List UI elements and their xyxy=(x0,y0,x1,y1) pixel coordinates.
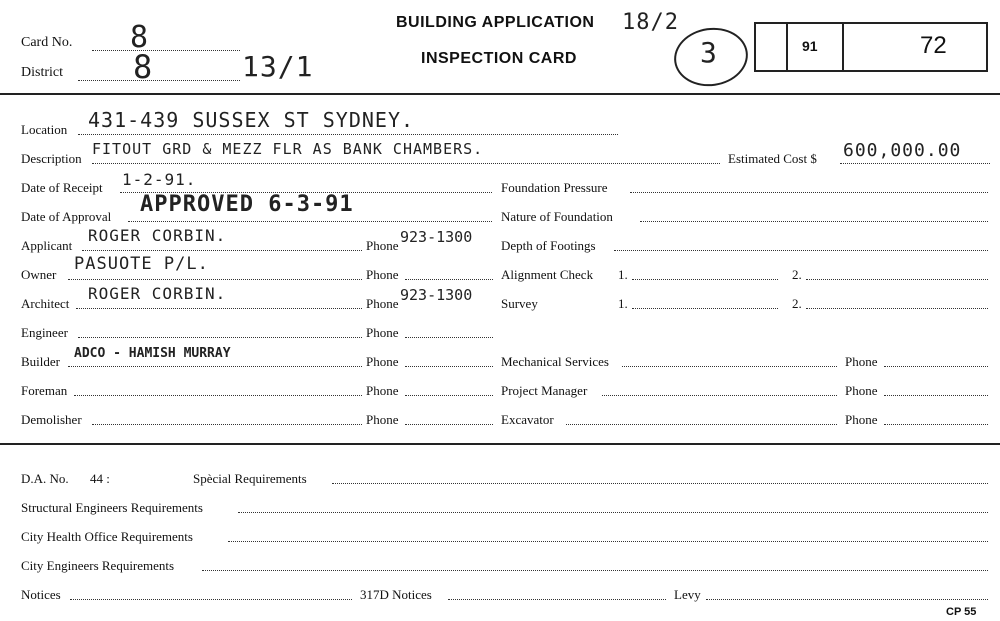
alignment-check-2-line xyxy=(806,279,988,280)
hand-note: 18/2 xyxy=(622,10,679,35)
alignment-check-label: Alignment Check xyxy=(501,267,594,282)
mechanical-services-phone-line xyxy=(884,366,988,367)
architect-label: Architect xyxy=(21,296,70,311)
main-divider xyxy=(0,443,1000,445)
notices-317d-label: 317D Notices xyxy=(360,587,432,602)
date-of-approval-value: APPROVED 6-3-91 xyxy=(140,192,354,217)
city-engineers-label: City Engineers Requirements xyxy=(21,558,175,573)
builder-label: Builder xyxy=(21,354,60,369)
applicant-label: Applicant xyxy=(21,238,73,253)
location-line xyxy=(78,134,618,135)
survey-label: Survey xyxy=(501,296,538,311)
mechanical-services-label: Mechanical Services xyxy=(501,354,609,369)
demolisher-line xyxy=(92,424,362,425)
district-value: 8 xyxy=(133,48,154,86)
foreman-label: Foreman xyxy=(21,383,68,398)
depth-of-footings-line xyxy=(614,250,988,251)
notices-317d-line xyxy=(448,599,666,600)
number-box-divider-1 xyxy=(786,24,788,70)
foundation-pressure-line xyxy=(630,192,988,193)
builder-phone-label: Phone xyxy=(366,354,399,369)
da-no-value: 44 : xyxy=(90,471,110,486)
city-engineers-line xyxy=(202,570,988,571)
mechanical-services-phone-label: Phone xyxy=(845,354,878,369)
demolisher-phone-label: Phone xyxy=(366,412,399,427)
owner-phone-line xyxy=(405,279,493,280)
title-line-2: INSPECTION CARD xyxy=(421,50,577,67)
owner-label: Owner xyxy=(21,267,57,282)
estimated-cost-label: Estimated Cost $ xyxy=(728,151,817,166)
survey-1: 1. xyxy=(618,296,628,311)
architect-line xyxy=(76,308,362,309)
da-no-label: D.A. No. xyxy=(21,471,69,486)
location-value: 431-439 SUSSEX ST SYDNEY. xyxy=(88,108,415,132)
architect-phone-label: Phone xyxy=(366,296,399,311)
date-of-receipt-label: Date of Receipt xyxy=(21,180,103,195)
box-right-value: 72 xyxy=(920,32,947,59)
alignment-check-2: 2. xyxy=(792,267,802,282)
notices-line xyxy=(70,599,352,600)
form-code: CP 55 xyxy=(946,606,977,618)
structural-engineers-line xyxy=(238,512,988,513)
excavator-label: Excavator xyxy=(501,412,554,427)
title-line-1: BUILDING APPLICATION xyxy=(396,14,595,31)
applicant-line xyxy=(82,250,362,251)
engineer-phone-line xyxy=(405,337,493,338)
project-manager-label: Project Manager xyxy=(501,383,588,398)
owner-value: PASUOTE P/L. xyxy=(74,254,209,274)
number-box xyxy=(754,22,988,72)
foundation-pressure-label: Foundation Pressure xyxy=(501,180,608,195)
box-left-value: 91 xyxy=(802,38,818,54)
depth-of-footings-label: Depth of Footings xyxy=(501,238,596,253)
header-divider xyxy=(0,93,1000,95)
estimated-cost-line xyxy=(840,163,990,164)
location-label: Location xyxy=(21,122,68,137)
alignment-check-1: 1. xyxy=(618,267,628,282)
city-health-line xyxy=(228,541,988,542)
alignment-check-1-line xyxy=(632,279,778,280)
card-no-value: 8 xyxy=(130,20,150,55)
description-label: Description xyxy=(21,151,82,166)
owner-phone-label: Phone xyxy=(366,267,399,282)
architect-value: ROGER CORBIN. xyxy=(88,284,227,303)
number-box-divider-2 xyxy=(842,24,844,70)
builder-line xyxy=(68,366,362,367)
demolisher-label: Demolisher xyxy=(21,412,82,427)
structural-engineers-label: Structural Engineers Requirements xyxy=(21,500,203,515)
notices-label: Notices xyxy=(21,587,61,602)
special-requirements-label: Spècial Requirements xyxy=(193,471,307,486)
district-label: District xyxy=(21,65,63,80)
survey-1-line xyxy=(632,308,778,309)
builder-value: ADCO - HAMISH MURRAY xyxy=(74,346,231,361)
levy-line xyxy=(706,599,988,600)
foreman-line xyxy=(74,395,362,396)
applicant-phone-label: Phone xyxy=(366,238,399,253)
date-of-approval-line xyxy=(128,221,492,222)
date-of-approval-label: Date of Approval xyxy=(21,209,112,224)
project-manager-phone-line xyxy=(884,395,988,396)
engineer-line xyxy=(78,337,362,338)
owner-line xyxy=(68,279,362,280)
applicant-value: ROGER CORBIN. xyxy=(88,226,227,245)
special-requirements-line xyxy=(332,483,988,484)
card-no-line xyxy=(92,50,240,51)
card-no-label: Card No. xyxy=(21,35,73,50)
builder-phone-line xyxy=(405,366,493,367)
project-manager-line xyxy=(602,395,837,396)
district-line xyxy=(78,80,240,81)
engineer-phone-label: Phone xyxy=(366,325,399,340)
engineer-label: Engineer xyxy=(21,325,68,340)
date-of-receipt-value: 1-2-91. xyxy=(122,170,197,189)
description-line xyxy=(92,163,720,164)
demolisher-phone-line xyxy=(405,424,493,425)
nature-of-foundation-line xyxy=(640,221,988,222)
foreman-phone-line xyxy=(405,395,493,396)
excavator-phone-line xyxy=(884,424,988,425)
estimated-cost-value: 600,000.00 xyxy=(843,140,962,161)
excavator-line xyxy=(566,424,837,425)
project-manager-phone-label: Phone xyxy=(845,383,878,398)
excavator-phone-label: Phone xyxy=(845,412,878,427)
mechanical-services-line xyxy=(622,366,837,367)
city-health-label: City Health Office Requirements xyxy=(21,529,193,544)
circled-number: 3 xyxy=(700,36,718,69)
survey-2: 2. xyxy=(792,296,802,311)
architect-phone-value: 923-1300 xyxy=(400,286,473,304)
foreman-phone-label: Phone xyxy=(366,383,399,398)
survey-2-line xyxy=(806,308,988,309)
description-value: FITOUT GRD & MEZZ FLR AS BANK CHAMBERS. xyxy=(92,140,484,158)
applicant-phone-value: 923-1300 xyxy=(400,228,473,246)
nature-of-foundation-label: Nature of Foundation xyxy=(501,209,613,224)
district-handwritten: 13/1 xyxy=(242,50,314,83)
levy-label: Levy xyxy=(674,587,701,602)
